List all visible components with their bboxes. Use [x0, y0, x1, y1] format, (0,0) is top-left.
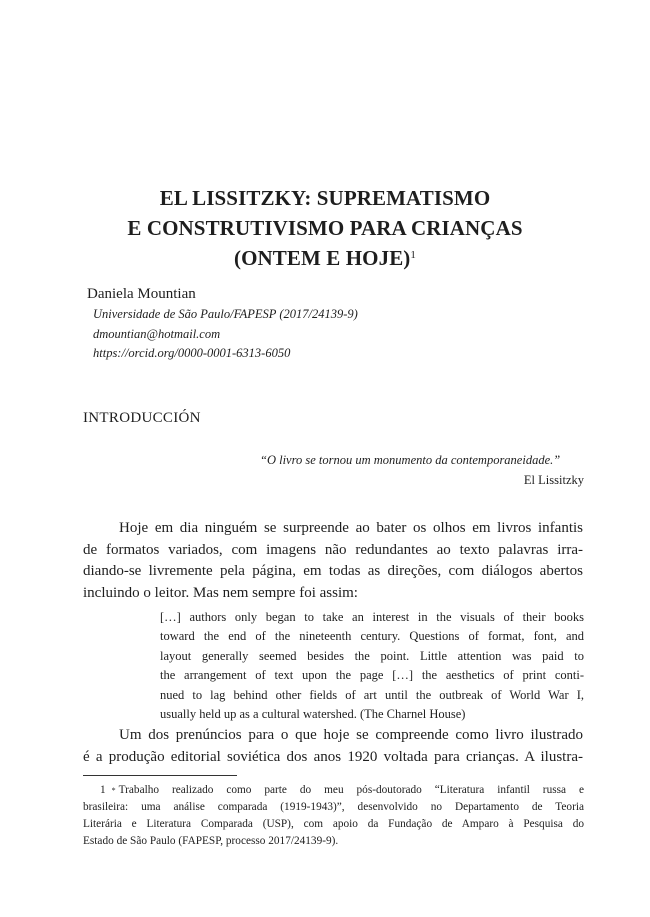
quote-line: toward the end of the nineteenth century. Questions of format, font, and	[160, 629, 584, 644]
title-line-3-text: (ONTEM E HOJE)	[233, 246, 411, 270]
footnote-line: Estado de São Paulo (FAPESP, processo 2017/24139-9).	[83, 835, 339, 847]
paragraph-2	[83, 725, 583, 768]
quote-line: nued to lag behind other fields of art until the outbreak of World War I,	[160, 687, 584, 702]
quote-line: usually held up as a cultural watershed. (The Charnel House)	[160, 706, 466, 721]
author-orcid[interactable]: https://orcid.org/0000-0001-6313-6050	[93, 346, 291, 360]
quote-line: the arrangement of text upon the page […] the aesthetics of print conti-	[160, 668, 584, 683]
paragraph-line: diando-se livremente pela página, em todas as direções, com diálogos abertos	[83, 563, 583, 579]
author-name: Daniela Mountian	[87, 286, 196, 302]
title-line-2: E CONSTRUTIVISMO PARA CRIANÇAS	[127, 216, 523, 240]
article-title	[60, 183, 590, 273]
footnote-text: Trabalho realizado como parte do meu pós-doutorado “Literatura infantil russa e	[118, 784, 584, 796]
title-line-3	[60, 243, 590, 273]
title-footnote-mark[interactable]: 1	[410, 249, 416, 261]
block-quote	[160, 608, 584, 724]
footnote-line: Literária e Literatura Comparada (USP), com apoio da Fundação de Amparo à Pesquisa do	[83, 818, 584, 830]
footnote	[83, 782, 584, 850]
quote-line: […] authors only began to take an interest in the visuals of their books	[160, 610, 584, 624]
footnote-divider	[83, 775, 237, 776]
footnote-star: *	[111, 786, 116, 795]
author-email[interactable]: dmountian@hotmail.com	[93, 326, 221, 341]
paragraph-line: incluindo o leitor. Mas nem sempre foi assim:	[83, 584, 358, 601]
quote-line: layout generally seemed besides the point. Little attention was paid to	[160, 648, 584, 663]
author-affiliation: Universidade de São Paulo/FAPESP (2017/24139-9)	[93, 307, 358, 321]
epigraph	[260, 450, 584, 490]
paragraph-line: Um dos prenúncios para o que hoje se compreende como livro ilustrado	[119, 727, 583, 743]
footnote-number: 1	[100, 784, 106, 796]
footnote-line: brasileira: uma análise comparada (1919-1943)”, desenvolvido no Departamento de Teoria	[83, 801, 584, 813]
title-line-1: EL LISSITZKY: SUPREMATISMO	[159, 186, 491, 210]
paragraph-line: de formatos variados, com imagens não redundantes ao texto palavras irra-	[83, 541, 583, 558]
epigraph-attribution: El Lissitzky	[523, 473, 584, 487]
epigraph-quote: “O livro se tornou um monumento da contemporaneidade.”	[260, 453, 561, 467]
section-heading: INTRODUCCIÓN	[83, 410, 201, 426]
author-details	[93, 305, 358, 364]
paragraph-1	[83, 518, 583, 604]
footnote-line	[83, 782, 584, 799]
paragraph-line: é a produção editorial soviética dos anos 1920 voltada para crianças. A ilustra-	[83, 748, 583, 765]
paragraph-line: Hoje em dia ninguém se surpreende ao bater os olhos em livros infantis	[119, 520, 583, 536]
